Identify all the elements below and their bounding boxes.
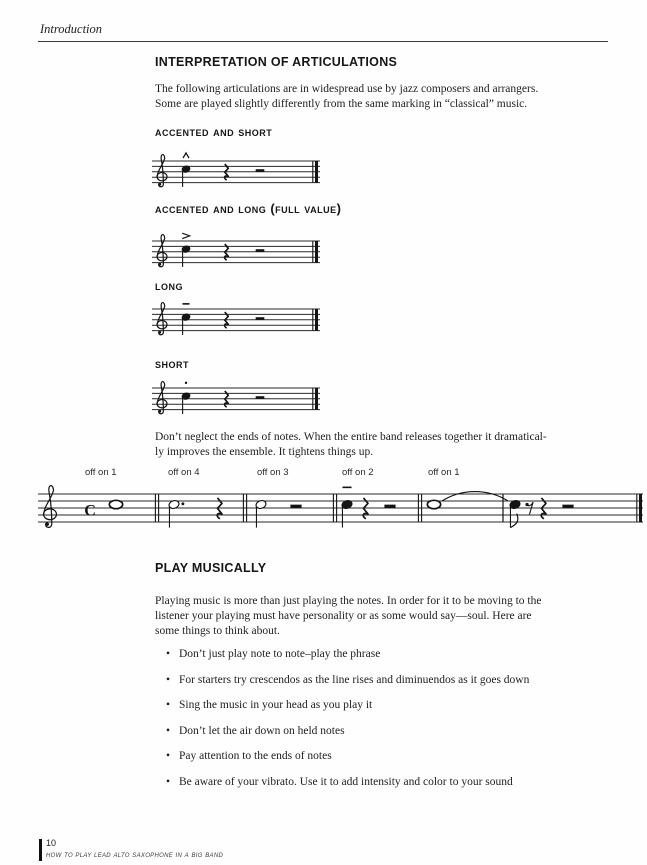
- release-note-paragraph: [155, 430, 547, 460]
- bullet-item: • Sing the music in your head as you play it: [166, 699, 529, 711]
- staff-label-off-on-4: off on 4: [168, 467, 200, 478]
- bullet-item: • Pay attention to the ends of notes: [166, 750, 529, 762]
- subhead-long: long: [155, 278, 183, 293]
- paragraph-line: listener your playing must have personality or as some would say—soul. Here are: [155, 610, 532, 622]
- staff-accented-and-short: [148, 140, 330, 200]
- staff-label-off-on-1: off on 1: [85, 467, 117, 478]
- section-title-articulations: INTERPRETATION OF ARTICULATIONS: [155, 55, 398, 69]
- bullet-item: • Don’t just play note to note–play the phrase: [166, 648, 529, 660]
- header-rule: [38, 41, 608, 42]
- running-head: Introduction: [40, 22, 103, 36]
- svg-text:C: C: [84, 502, 96, 520]
- play-musically-bullet-list: [166, 648, 529, 801]
- staff-label-off-on-1b: off on 1: [428, 467, 460, 478]
- subhead-short: short: [155, 356, 189, 371]
- bullet-item: • For starters try crescendos as the line rises and diminuendos as it goes down: [166, 674, 529, 686]
- paragraph-line: Some are played slightly differently from the same marking in “classical” music.: [155, 98, 528, 110]
- paragraph-line: The following articulations are in widespread use by jazz composers and arrangers.: [155, 83, 539, 95]
- subhead-accented-and-long: accented and long (full value): [155, 201, 342, 216]
- articulations-intro-paragraph: [155, 82, 538, 112]
- staff-label-off-on-3: off on 3: [257, 467, 289, 478]
- paragraph-line: ly improves the ensemble. It tightens things up.: [155, 446, 374, 458]
- play-musically-paragraph: [155, 594, 541, 639]
- bullet-item: • Be aware of your vibrato. Use it to add intensity and color to your sound: [166, 776, 529, 788]
- paragraph-line: Don’t neglect the ends of notes. When the entire band releases together it dramatical-: [155, 431, 547, 443]
- footer-rule: [39, 839, 42, 861]
- staff-long: [148, 288, 330, 348]
- page-number: 10: [46, 838, 57, 848]
- bullet-item: • Don’t let the air down on held notes: [166, 725, 529, 737]
- staff-label-off-on-2: off on 2: [342, 467, 374, 478]
- section-title-play-musically: PLAY MUSICALLY: [155, 561, 267, 575]
- staff-accented-and-long: [148, 220, 330, 280]
- paragraph-line: some things to think about.: [155, 625, 280, 637]
- book-title: how to play lead alto saxophone in a big band: [46, 850, 224, 859]
- subhead-accented-and-short: accented and short: [155, 124, 273, 139]
- staff-release-examples: [38, 478, 647, 556]
- staff-short: [148, 367, 330, 427]
- paragraph-line: Playing music is more than just playing the notes. In order for it to be moving to the: [155, 595, 542, 607]
